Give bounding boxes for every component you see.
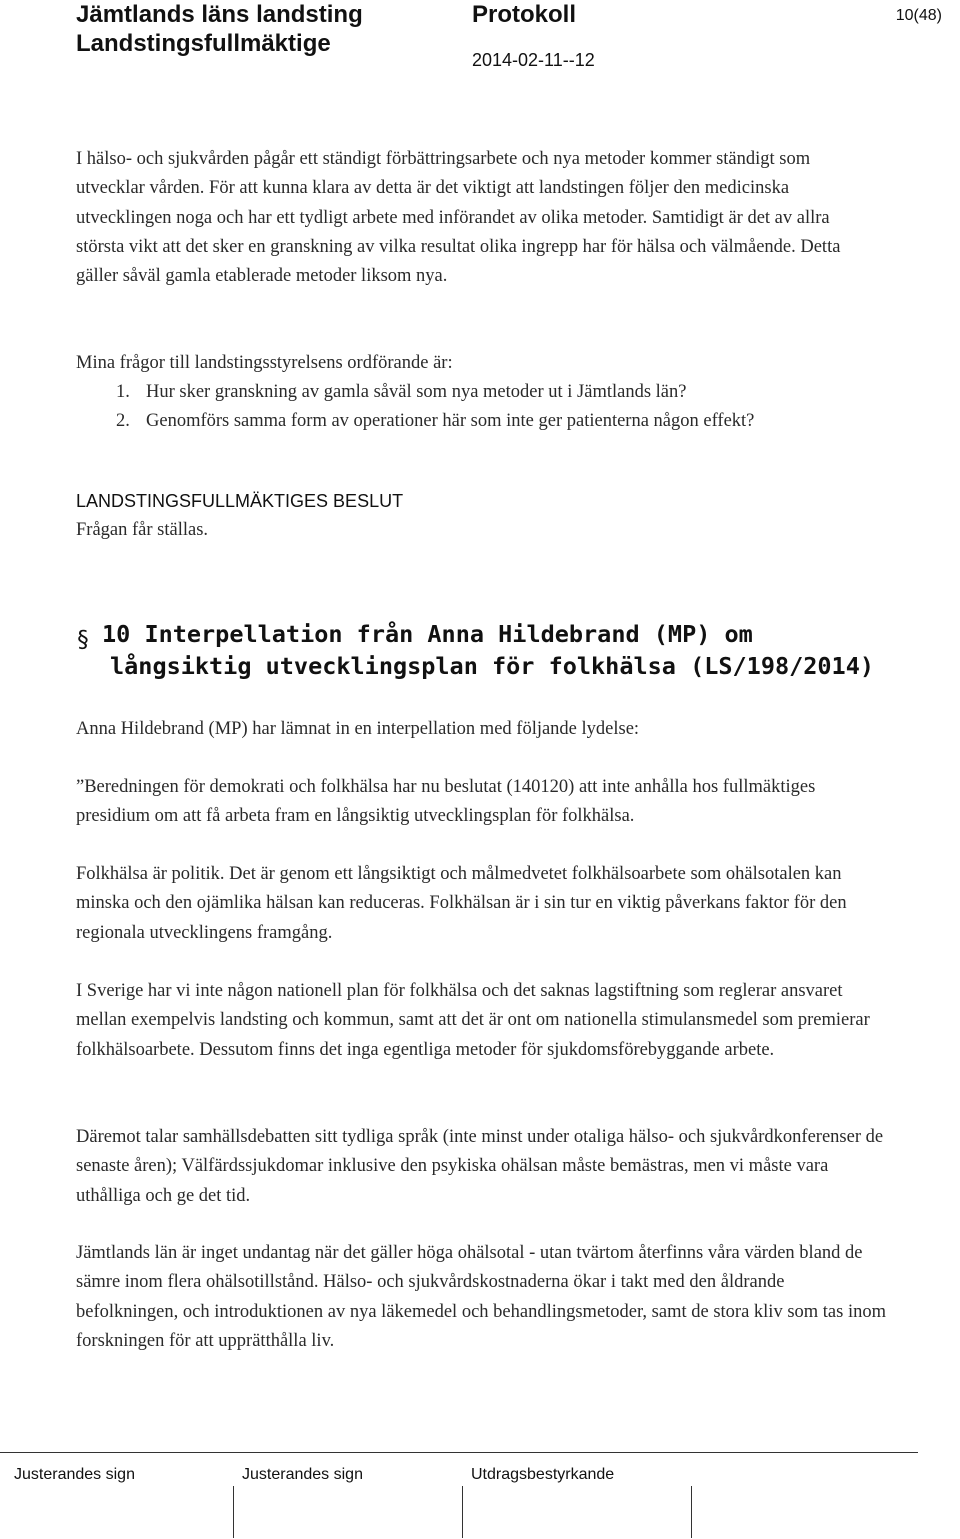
questions-intro: Mina frågor till landstingsstyrelsens ordförande är: <box>76 353 453 373</box>
signature-box-divider <box>233 1486 234 1538</box>
decision-heading: LANDSTINGSFULLMÄKTIGES BESLUT <box>76 491 404 511</box>
signature-box-divider <box>462 1486 463 1538</box>
item-heading <box>76 618 896 682</box>
page-indicator: 10(48) <box>895 7 942 24</box>
document-type: Protokoll <box>472 1 577 28</box>
item-heading-line1: 10 Interpellation från Anna Hildebrand (MP) om <box>102 620 753 648</box>
footer-certify: Utdragsbestyrkande <box>471 1466 615 1483</box>
question-number: 1. <box>116 382 130 402</box>
meeting-date: 2014-02-11--12 <box>472 50 595 70</box>
item-paragraph: I Sverige har vi inte någon nationell plan för folkhälsa och det saknas lagstiftning som reglerar ansvaret mellan exempelvis landsting och kommun, samt att det är ont om nationella stimulansmedel som premierar folkhälsoarbete. Dessutom finns det inga egentliga metoder för sjukdomsförebyggande arbete. <box>76 981 870 1060</box>
list-item <box>76 407 876 436</box>
signature-box-divider <box>691 1486 692 1538</box>
item-paragraph: ”Beredningen för demokrati och folkhälsa har nu beslutat (140120) att inte anhålla hos fullmäktiges presidium om att få arbeta fram en långsiktig utvecklingsplan för folkhälsa. <box>76 777 816 827</box>
question-text: Genomförs samma form av operationer här som inte ger patienterna någon effekt? <box>146 411 755 432</box>
footer-divider <box>0 1452 918 1453</box>
question-text: Hur sker granskning av gamla såväl som nya metoder ut i Jämtlands län? <box>146 382 687 402</box>
footer-sign-1: Justerandes sign <box>14 1466 135 1483</box>
list-item <box>76 378 876 407</box>
item-paragraph: Folkhälsa är politik. Det är genom ett långsiktigt och målmedvetet folkhälsoarbete som ohälsotalen kan minska och den ojämlika hälsan kan reduceras. Folkhälsan är i sin tur en viktig påverkans faktor för den regionala utvecklingens framgång. <box>76 864 847 943</box>
item-paragraph: Däremot talar samhällsdebatten sitt tydliga språk (inte minst under otaliga hälso- och sjukvårdkonferenser de senaste åren); Välfärdssjukdomar inklusive den psykiska ohälsan måste bemästras, men vi måste vara uthålliga och ge det tid. <box>76 1127 884 1206</box>
item-paragraph: Jämtlands län är inget undantag när det gäller höga ohälsotal - utan tvärtom återfinns våra värden bland de sämre inom flera ohälsotillstånd. Hälso- och sjukvårdskostnaderna ökar i takt med den åldrande befolkningen, och introduktionen av nya läkemedel och behandlingsmetoder, samt de stora kliv som tas inom forskningen för att upprätthålla liv. <box>76 1243 886 1351</box>
footer-sign-2: Justerandes sign <box>242 1466 363 1483</box>
assembly-name: Landstingsfullmäktige <box>76 30 331 57</box>
questions-list <box>76 378 876 437</box>
question-number: 2. <box>116 411 130 432</box>
item-heading-line2: långsiktig utvecklingsplan för folkhälsa (LS/198/2014) <box>110 652 875 680</box>
paragraph-symbol: § <box>76 627 90 653</box>
previous-item-paragraph: I hälso- och sjukvården pågår ett ständigt förbättringsarbete och nya metoder kommer ständigt som utvecklar vården. För att kunna klara av detta är det viktigt att landstingen följer den medicinska utvecklingen noga och har ett tydligt arbete med införandet av olika metoder. Samtidigt är det av allra största vikt att det sker en granskning av vilka resultat olika ingrepp har för hälsa och välmående. Detta gäller såväl gamla etablerade metoder liksom nya. <box>76 149 841 287</box>
decision-text: Frågan får ställas. <box>76 520 209 540</box>
organization-name: Jämtlands läns landsting <box>76 1 363 28</box>
item-paragraph: Anna Hildebrand (MP) har lämnat in en interpellation med följande lydelse: <box>76 719 640 739</box>
